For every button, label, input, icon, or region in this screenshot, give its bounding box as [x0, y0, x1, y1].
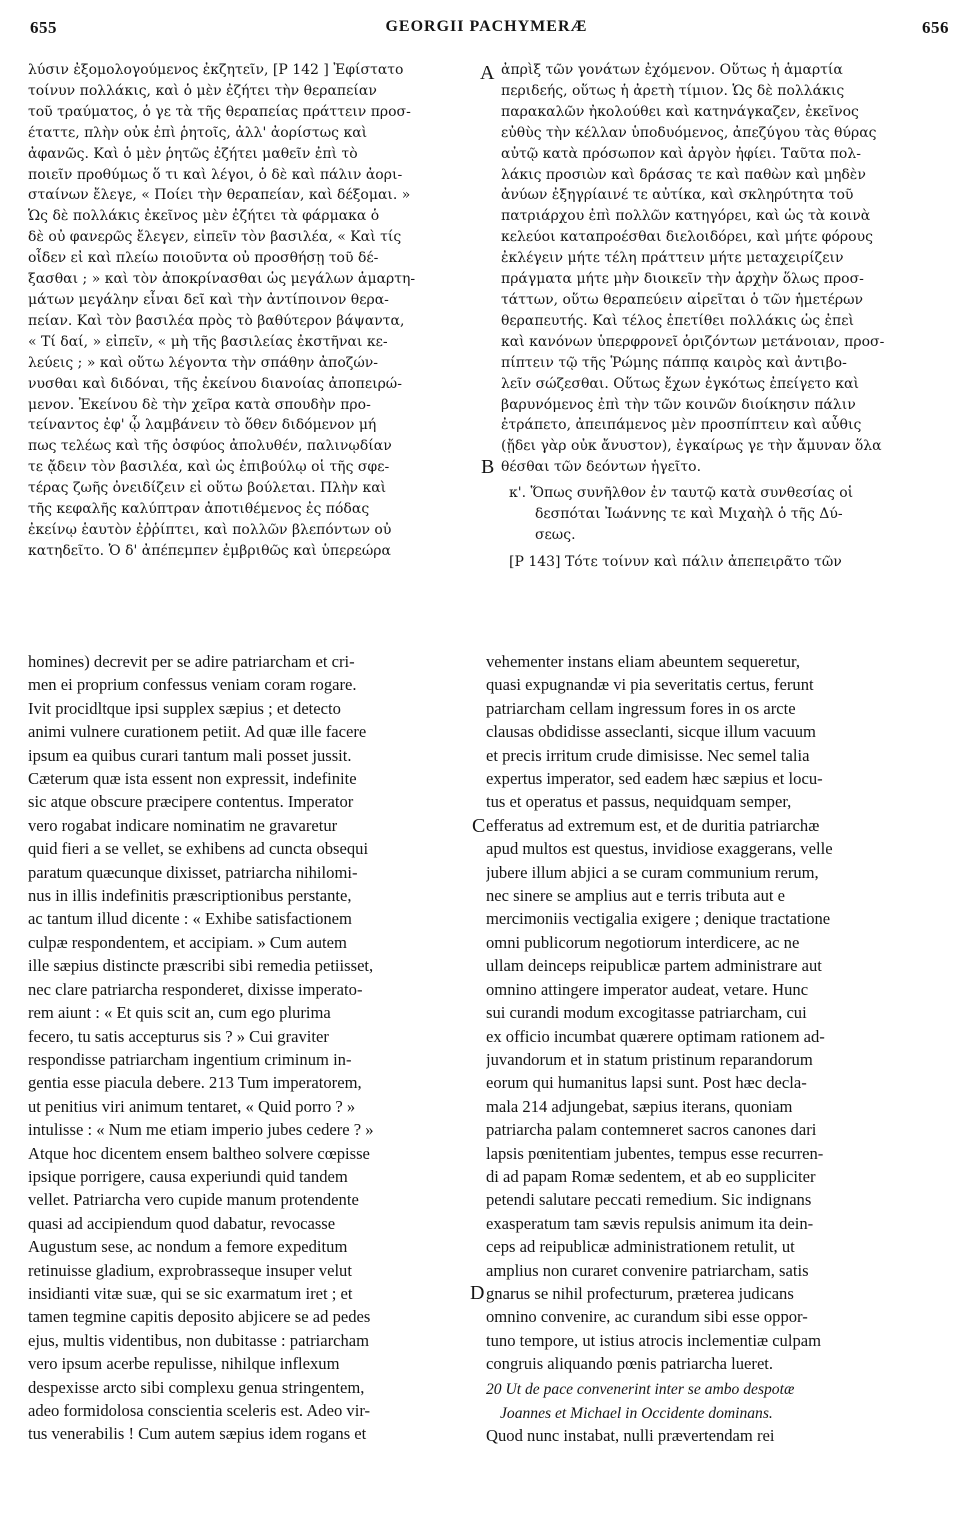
- text-line: nus in illis indefinitis præscriptionibus perstante,: [28, 886, 352, 906]
- greek-right-body: [501, 60, 931, 478]
- text-line: λεῖν σώζεσθαι. Οὕτως ἔχων ἐγκότως ἐπείγετο καὶ: [501, 375, 859, 392]
- text-line: τοῦ τραύματος, ὁ γε τὰ τῆς θεραπείας πράττειν προσ-: [28, 103, 411, 120]
- text-line: Ivit procidltque ipsi supplex sæpius ; et detecto: [28, 698, 341, 718]
- text-line: πίπτειν τῷ τῆς Ῥώμης πάππᾳ καιρὸς καὶ ἀντιβο-: [501, 354, 847, 371]
- text-line: vero rogabat indicare nominatim ne gravaretur: [28, 815, 338, 835]
- text-line: ac tantum illud dicente : « Exhibe satisfactionem: [28, 909, 352, 929]
- text-line: ipsique porrigere, causa experiundi quid tandem: [28, 1166, 348, 1186]
- text-line: tamen tegmine capitis deposito abjicere se ad pedes: [28, 1307, 371, 1327]
- text-line: ceps ad reipublicæ administrationem retulit, ut: [486, 1237, 795, 1257]
- heading-line: Joannes et Michael in Occidente dominans.: [500, 1404, 773, 1422]
- margin-letter-c: C: [472, 815, 486, 837]
- text-line: έταττε, πλὴν οὐκ ἐπὶ ῥητοῖς, ἀλλ' ἀορίστως καὶ: [28, 124, 368, 141]
- text-line: quasi expugnandæ vi pia severitatis certus, ferunt: [486, 675, 814, 695]
- text-line: ἀπρὶξ τῶν γονάτων ἐχόμενον. Οὕτως ἡ ἁμαρτία: [501, 62, 843, 78]
- right-page-number: 656: [922, 18, 949, 37]
- text-line: apud multos est questus, invidiose exaggerans, velle: [486, 839, 833, 859]
- text-line: θεραπευτής. Καὶ τέλος ἐπετίθει πολλάκις ὡς ἐπεὶ: [501, 312, 854, 329]
- text-line: λάκις προσιὼν καὶ δράσας τε καὶ παθὼν καὶ μηδὲν: [501, 166, 866, 183]
- text-line: πως τελέως καὶ τῆς ὀσφύος ἀπολυθέν, παλινῳδίαν: [28, 438, 392, 455]
- text-line: τῆς κεφαλῆς καλύπτραν ἀποτιθέμενος ἐς πόδας: [28, 501, 370, 518]
- text-line: jubere illum abjici a se curam communium rerum,: [486, 862, 819, 882]
- margin-letter-b: B: [481, 456, 495, 478]
- text-line: culpæ respondentem, et accipiam. » Cum autem: [28, 932, 347, 952]
- text-line: εὐθὺς τὴν κέλλαν ὑποδυόμενος, ἀπεζύγου τὰς θύρας: [501, 124, 877, 141]
- text-line: quid fieri a se vellet, se exhibens ad cuncta obsequi: [28, 839, 369, 859]
- text-line: tuno tempore, ut istius atrocis inclementiæ culpam: [486, 1330, 822, 1350]
- text-line: paratum quæcunque dixisset, patriarcha nihilomi-: [28, 862, 358, 882]
- text-line: retinuisse gladium, exprobrasseque insuper velut: [28, 1260, 352, 1280]
- text-line: ἐτράπετο, ἀπειπάμενος μὲν προσπίπτειν καὶ αὖθις: [501, 417, 862, 434]
- text-line: Ὡς δὲ πολλάκις ἐκεῖνος μὲν ἐζήτει τὰ φάρμακα ὁ: [28, 208, 380, 225]
- greek-chapter-heading: [501, 483, 931, 546]
- text-line: κελεύοι καταπροέσθαι διελοιδόρει, καὶ μήτε φόρους: [501, 229, 873, 246]
- text-line: τε ᾄδειν τὸν βασιλέα, καὶ ὡς ἐπιβούλῳ οἱ τῆς σφε-: [28, 459, 390, 476]
- text-line: gentia esse piacula debere. 213 Tum imperatorem,: [28, 1073, 362, 1093]
- heading-line: κ'. Ὅπως συνῆλθον ἐν ταυτῷ κατὰ συνθεσίας οἱ: [509, 485, 854, 502]
- text-line: expertus imperator, sed eadem hæc sæpius et locu-: [486, 769, 823, 789]
- greek-text-left-column: [28, 60, 476, 562]
- text-line: exasperatum tam sævis repulsis animum ita dein-: [486, 1213, 814, 1233]
- latin-chapter-heading: [486, 1380, 938, 1424]
- text-line: rem aiunt : « Et quis scit an, cum ego plurima: [28, 1003, 331, 1023]
- text-line: omnino convenire, ac curandum sibi esse oppor-: [486, 1307, 808, 1327]
- text-line: τοίνυν πολλάκις, καὶ ὁ μὲν ἐζήτει τὴν θεραπείαν: [28, 82, 377, 99]
- text-line: omni publicorum negotiorum interdicere, ac ne: [486, 932, 800, 952]
- text-line: efferatus ad extremum est, et de duritia patriarchæ: [486, 815, 820, 835]
- text-line: tus et operatus et passus, nequidquam semper,: [486, 792, 792, 812]
- text-line: καὶ κανόνων ὑπερφρονεῖ ὁριζόντων μετάνοιαν, προσ-: [501, 333, 885, 350]
- text-line: μενον. Ἐκείνου δὲ τὴν χεῖρα κατὰ σπουδὴν προ-: [28, 396, 371, 413]
- text-line: ἐκλέγειν μήτε τέλη πράττειν μήτε μεταχειρίζειν: [501, 250, 844, 267]
- text-line: « Τί δαί, » εἰπεῖν, « μὴ τῆς βασιλείας ἐκστῆναι κε-: [28, 333, 388, 350]
- text-line: ullam deinceps reipublicæ partem administrare aut: [486, 956, 822, 976]
- text-line: men ei proprium confessus veniam coram rogare.: [28, 675, 357, 695]
- text-line: θέσθαι τῶν δεόντων ἡγεῖτο.: [501, 459, 702, 476]
- text-line: petendi salutare peccati remedium. Sic indignans: [486, 1190, 812, 1210]
- margin-letter-d: D: [470, 1282, 485, 1304]
- text-line: mercimoniis vectigalia exigere ; denique tractatione: [486, 909, 831, 929]
- text-line: homines) decrevit per se adire patriarcham et cri-: [28, 652, 355, 671]
- text-line: τείναντος ἐφ' ᾧ λαμβάνειν τὸ ὅθεν διδόμενον μή: [28, 417, 377, 434]
- text-line: Cæterum quæ ista essent non expressit, indefinite: [28, 769, 357, 789]
- text-line: lapsis pœnitentiam jubentes, tempus esse recurren-: [486, 1143, 824, 1163]
- text-line: omnino attingere imperator audeat, vetare. Hunc: [486, 979, 809, 999]
- text-line: sui curandi modum excogitasse patriarcham, cui: [486, 1003, 807, 1023]
- text-line: mala 214 adjungebat, sæpius iterans, quoniam: [486, 1096, 793, 1116]
- text-line: λύσιν ἐξομολογούμενος ἐκζητεῖν, [P 142 ] Ἐφίστατο: [28, 62, 404, 78]
- text-line: juvandorum et in statum pristinum reparandorum: [486, 1049, 813, 1069]
- text-line: insidianti vitæ suæ, qui se sic exarmatum iret ; et: [28, 1283, 353, 1303]
- text-line: δὲ οὐ φανερῶς ἔλεγεν, εἰπεῖν τὸν βασιλέα, « Καὶ τίς: [28, 229, 402, 246]
- text-line: λεύεις ; » καὶ οὕτω λέγοντα τὴν σπάθην ἀποζών-: [28, 354, 379, 371]
- text-line: ἀνύων ἐξηγρίαινέ τε αὐτίκα, καὶ σκληρύτητα τοῦ: [501, 187, 854, 204]
- text-line: πείαν. Καὶ τὸν βασιλέα πρὸς τὸ βαθύτερον βάψαντα,: [28, 312, 405, 329]
- text-line: νυσθαι καὶ διδόναι, τῆς ἐκείνου διανοίας ἀποπειρώ-: [28, 375, 402, 392]
- text-line: περιδεής, οὕτως ἡ ἀρετὴ τίμιον. Ὡς δὲ πολλάκις: [501, 82, 845, 99]
- text-line: et precis irritum crude dimisisse. Nec semel talia: [486, 745, 810, 765]
- text-line: οἶδεν εἰ καὶ πλείω ποιοῦντα οὐ προσθήσῃ τοῦ δέ-: [28, 250, 379, 267]
- latin-right-body: [486, 650, 938, 1376]
- text-line: ξασθαι ; » καὶ τὸν ἀποκρίνασθαι ὡς μεγάλων ἁμαρτη-: [28, 271, 416, 288]
- text-line: ut penitius viri animum tentaret, « Quid porro ? »: [28, 1096, 356, 1116]
- text-line: amplius non curaret convenire patriarcham, satis: [486, 1260, 809, 1280]
- text-line: κατηδεῖτο. Ὁ δ' ἀπέπεμπεν ἐμβριθῶς καὶ ὑπερεώρα: [28, 542, 391, 559]
- text-line: vehementer instans eliam abeuntem sequeretur,: [486, 652, 801, 671]
- text-line: quasi ad accipiendum quod dabatur, revocasse: [28, 1213, 336, 1233]
- text-line: τάττων, οὕτω θεραπεύειν αἱρεῖται ὁ τῶν ἡμετέρων: [501, 291, 864, 308]
- text-line: μάτων μεγάλην εἶναι δεῖ καὶ τὴν ἀντίποινον θερα-: [28, 291, 389, 308]
- text-line: eorum qui humanitus lapsi sunt. Post hæc decla-: [486, 1073, 807, 1093]
- text-line: respondisse patriarcham ingentium criminum in-: [28, 1049, 352, 1069]
- text-line: clausas obdidisse asseclanti, sicque illum vacuum: [486, 722, 816, 742]
- heading-line: 20 Ut de pace convenerint inter se ambo despotæ: [486, 1380, 795, 1398]
- text-line: Augustum sese, ac nondum a femore expeditum: [28, 1237, 348, 1257]
- greek-text-right-column: [501, 60, 931, 573]
- left-page-number: 655: [30, 18, 57, 37]
- text-line: di ad papam Romæ sedentem, et ab eo suppliciter: [486, 1166, 816, 1186]
- text-line: vellet. Patriarcha vero cupide manum protendente: [28, 1190, 359, 1210]
- heading-line: δεσπόται Ἰωάννης τε καὶ Μιχαὴλ ὁ τῆς Δύ-: [535, 506, 843, 523]
- margin-letter-a: A: [480, 62, 495, 84]
- text-line: αὐτῷ κατὰ πρόσωπον καὶ ἀργὸν ἠφίει. Ταῦτα πολ-: [501, 145, 861, 162]
- text-line: πράγματα μήτε μὴν διοικεῖν τὴν ἀρχὴν ὅλως προσ-: [501, 271, 864, 288]
- text-line: ejus, multis videntibus, non dubitasse : patriarcham: [28, 1330, 370, 1350]
- heading-line: σεως.: [535, 526, 576, 543]
- latin-text-right-column: [486, 650, 938, 1447]
- text-line: adeo formidolosa conscientia sceleris est. Adeo vir-: [28, 1401, 371, 1420]
- text-line: ἀφανῶς. Καὶ ὁ μὲν ῥητῶς ἐζήτει μαθεῖν ἐπὶ τὸ: [28, 145, 358, 162]
- text-line: patriarcham cellam ingressum fores in os arcte: [486, 698, 796, 718]
- text-line: animi vulnere curationem petiit. Ad quæ ille facere: [28, 722, 367, 742]
- text-line: ipsum ea quibus curari tantum mali posset jussit.: [28, 745, 352, 765]
- text-line: ex officio incumbat quærere optimam rationem ad-: [486, 1026, 825, 1046]
- running-title: GEORGII PACHYMERÆ: [385, 18, 588, 35]
- text-line: gnarus se nihil profecturum, præterea judicans: [486, 1283, 794, 1303]
- text-line: vero ipsum acerbe repulisse, nihilque inflexum: [28, 1354, 340, 1374]
- text-line: ille sæpius distincte præscribi sibi remedia petiisset,: [28, 956, 374, 976]
- text-line: ποιεῖν προθύμως ὅ τι καὶ λέγοι, ὁ δὲ καὶ πάλιν ἀορι-: [28, 166, 403, 183]
- text-line: intulisse : « Num me etiam imperio jubes cedere ? »: [28, 1120, 374, 1140]
- text-line: congruis aliquando pœnis patriarcha lueret.: [486, 1354, 774, 1374]
- text-line: fecero, tu satis accepturus sis ? » Cui graviter: [28, 1026, 329, 1046]
- text-line: despexisse arcto sibi complexu genua stringentem,: [28, 1377, 365, 1397]
- text-line: tus venerabilis ! Cum autem sæpius idem rogans et: [28, 1424, 367, 1444]
- text-line: (ᾔδει γὰρ οὐκ ἄνυστον), ἐγκαίρως γε τὴν ἄμυναν ὅλα: [501, 438, 882, 455]
- text-line: σταίνων ἔλεγε, « Ποίει τὴν θεραπείαν, καὶ δέξομαι. »: [28, 187, 411, 204]
- text-line: τέρας ζωῆς ὀνειδίζειν εἰ οὕτω βούλεται. Πλὴν καὶ: [28, 480, 387, 497]
- greek-page-reference-line: [P 143] Τότε τοίνυν καὶ πάλιν ἀπεπειρᾶτο τῶν: [509, 553, 842, 570]
- text-line: παρακαλῶν ἠκολούθει καὶ κατηνάγκαζεν, ἐκεῖνος: [501, 103, 859, 120]
- text-line: ἐκείνῳ ἑαυτὸν ἐῤῥίπτει, καὶ πολλῶν βλεπόντων οὐ: [28, 521, 392, 538]
- text-line: sic atque obscure præcipere contentus. Imperator: [28, 792, 354, 812]
- text-line: Atque hoc dicentem ensem baltheo solvere cœpisse: [28, 1143, 370, 1163]
- latin-text-left-column: [28, 650, 478, 1446]
- text-line: βαρυνόμενος ἐπὶ τὴν τῶν κοινῶν διοίκησιν πάλιν: [501, 396, 856, 413]
- text-line: patriarcha palam contemneret sacros canones dari: [486, 1120, 817, 1140]
- text-line: πατριάρχου ἐπὶ πολλῶν κατηγόρει, καὶ ὡς τὰ κοινὰ: [501, 208, 871, 225]
- latin-last-line: Quod nunc instabat, nulli prævertendam rei: [486, 1425, 775, 1445]
- text-line: nec sinere se amplius aut e terris tributa aut e: [486, 886, 786, 906]
- text-line: nec clare patriarcha responderet, dixisse imperato-: [28, 979, 363, 999]
